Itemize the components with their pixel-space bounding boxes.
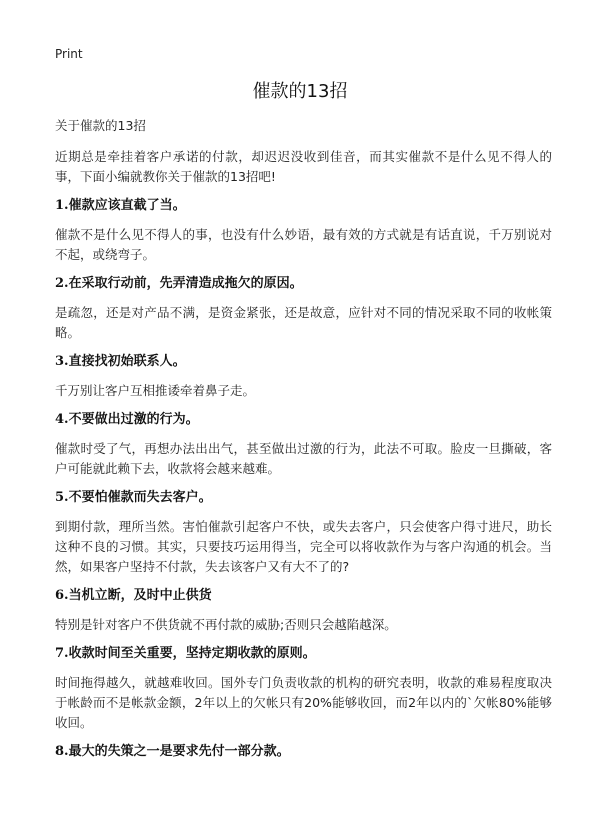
section-body: 到期付款，理所当然。害怕催款引起客户不快，或失去客户，只会使客户得寸进尺，助长这种不良的习惯。其实，只要技巧运用得当，完全可以将收款作为与客户沟通的机会。当然，如果客户坚持不付款，失去该客户又有大不了的? [55,519,552,574]
section-heading: 6.当机立断，及时中止供货 [55,588,212,603]
print-link[interactable]: Print [55,47,83,61]
section-heading: 1.催款应该直截了当。 [55,198,186,213]
section-heading: 8.最大的失策之一是要求先付一部分款。 [55,744,290,759]
article-intro: 近期总是牵挂着客户承诺的付款，却迟迟没收到佳音，而其实催款不是什么见不得人的事，下面小编就教你关于催款的13招吧! [55,149,552,184]
section-heading: 4.不要做出过激的行为。 [55,412,199,427]
section-7 [55,644,552,733]
section-body: 特别是针对客户不供货就不再付款的威胁;否则只会越陷越深。 [55,617,397,632]
section-heading: 2.在采取行动前，先弄清造成拖欠的原因。 [55,276,303,291]
section-4 [55,410,552,479]
section-3 [55,352,552,401]
section-heading: 5.不要怕催款而失去客户。 [55,490,212,505]
section-2 [55,274,552,343]
page-title: 催款的13招 [252,81,348,102]
article-body [55,116,552,771]
section-5 [55,488,552,577]
section-8 [55,742,552,762]
section-heading: 7.收款时间至关重要，坚持定期收款的原则。 [55,646,316,661]
section-body: 催款时受了气，再想办法出出气，甚至做出过激的行为，此法不可取。脸皮一旦撕破，客户可能就此赖下去，收款将会越来越难。 [55,441,552,476]
section-heading: 3.直接找初始联系人。 [55,354,186,369]
section-1 [55,196,552,265]
section-6 [55,586,552,635]
section-body: 是疏忽，还是对产品不满，是资金紧张，还是故意，应针对不同的情况采取不同的收帐策略。 [55,305,552,340]
section-body: 时间拖得越久，就越难收回。国外专门负责收款的机构的研究表明，收款的难易程度取决于帐龄而不是帐款金额，2年以上的欠帐只有20%能够收回，而2年以内的`欠帐80%能够收回。 [55,675,552,730]
section-body: 千万别让客户互相推诿牵着鼻子走。 [55,383,256,398]
article-subtitle: 关于催款的13招 [55,118,146,133]
section-body: 催款不是什么见不得人的事，也没有什么妙语，最有效的方式就是有话直说，千万别说对不起，或绕弯子。 [55,227,552,262]
